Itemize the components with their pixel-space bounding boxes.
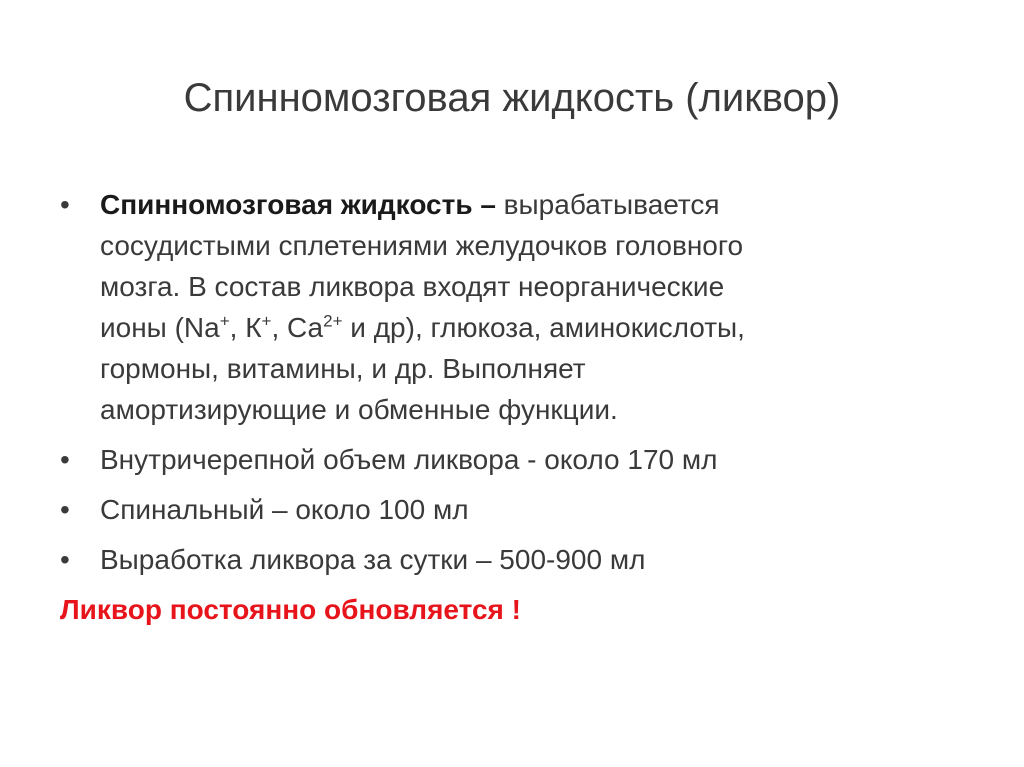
bullet-icon: • xyxy=(60,444,70,475)
bullet-line-ions xyxy=(100,307,958,348)
bullet-text: Спинальный – около 100 мл xyxy=(100,494,469,525)
bullet-line: сосудистыми сплетениями желудочков головного xyxy=(100,230,744,261)
bullet-item-intracranial-volume xyxy=(58,439,958,480)
bullet-line: мозга. В состав ликвора входят неорганические xyxy=(100,271,725,302)
bullet-icon: • xyxy=(60,544,70,575)
bullet-text: Внутричерепной объем ликвора - около 170 мл xyxy=(100,444,718,475)
bullet-line: амортизирующие и обменные функции. xyxy=(100,394,618,425)
ca-charge: 2+ xyxy=(323,311,343,331)
k-charge: + xyxy=(261,311,272,331)
bullet-icon: • xyxy=(60,189,70,220)
bold-term: Спинномозговая жидкость – xyxy=(100,189,496,220)
bullet-item-daily-production xyxy=(58,539,958,580)
bullet-line: гормоны, витамины, и др. Выполняет xyxy=(100,353,586,384)
bullet-icon: • xyxy=(60,494,70,525)
ca-label: , Са xyxy=(271,312,324,343)
bullet-text: Выработка ликвора за сутки – 500-900 мл xyxy=(100,544,646,575)
ions-prefix: ионы (Na xyxy=(100,312,220,343)
k-label: , К xyxy=(229,312,262,343)
slide-title: Спинномозговая жидкость (ликвор) xyxy=(183,76,841,120)
na-charge: + xyxy=(219,311,230,331)
bullet-item-csf-definition xyxy=(58,184,958,430)
bullet-item-spinal-volume xyxy=(58,489,958,530)
slide-content xyxy=(58,184,958,630)
text-segment: вырабатывается xyxy=(495,189,720,220)
bullet-list xyxy=(58,184,958,580)
highlight-statement: Ликвор постоянно обновляется ! xyxy=(60,594,521,625)
ions-rest: и др), глюкоза, аминокислоты, xyxy=(342,312,745,343)
bullet-line xyxy=(100,184,958,225)
